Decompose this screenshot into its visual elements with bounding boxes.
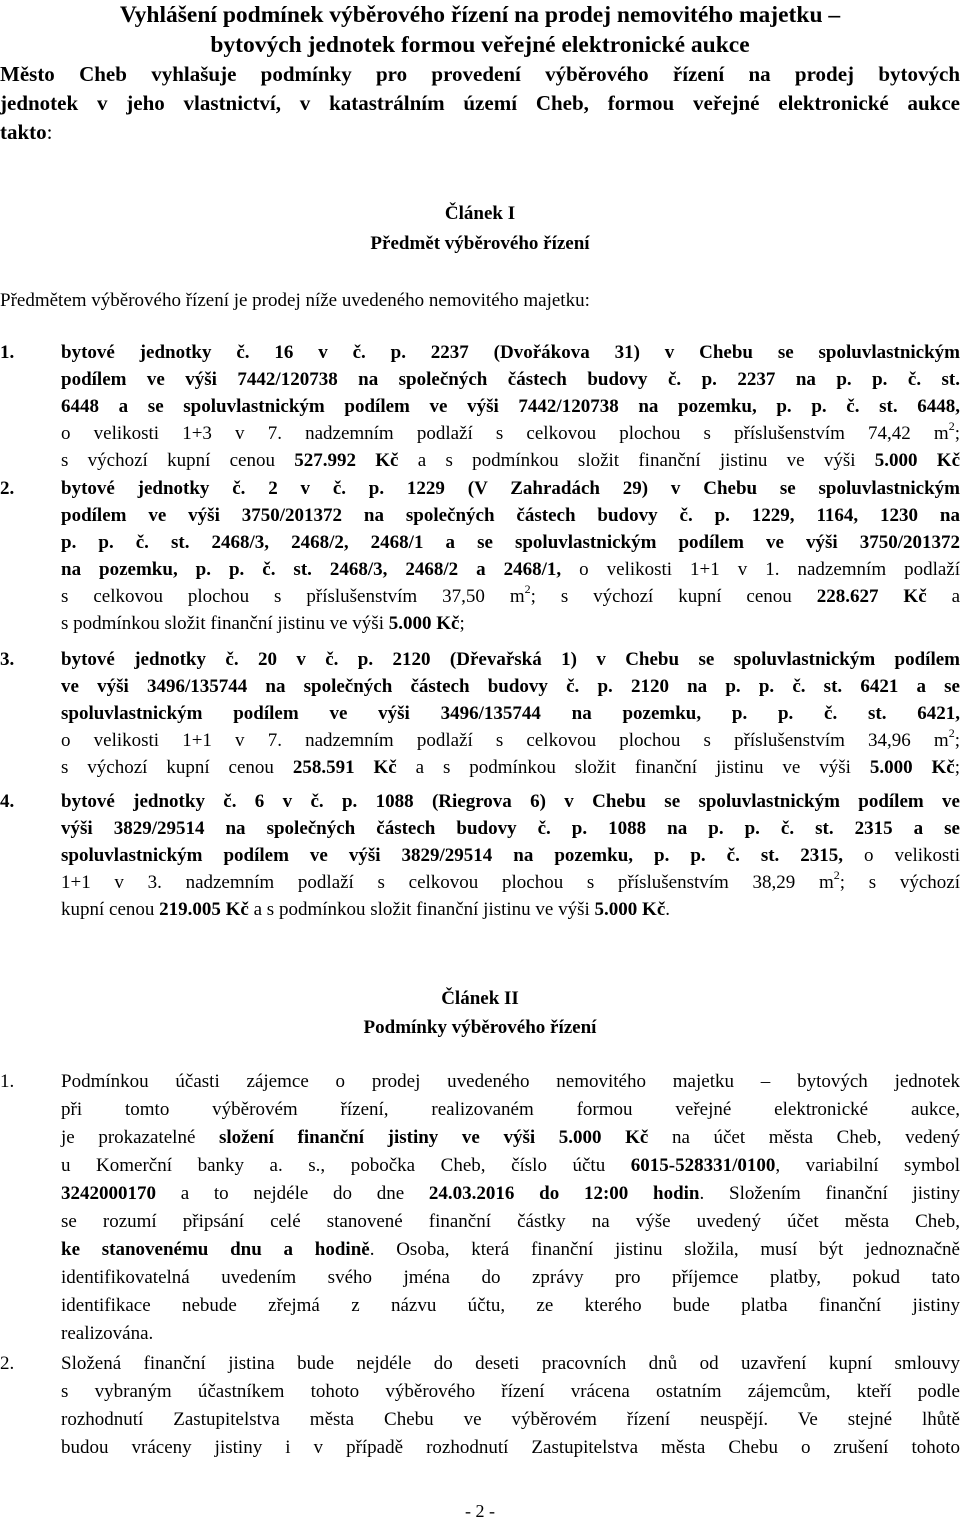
list-item-line: kupní cenou 219.005 Kč a s podmínkou složit finanční jistinu ve výši 5.000 Kč.: [61, 899, 671, 920]
list-item-number: 4.: [0, 791, 15, 812]
list-item-line: 1+1 v 3. nadzemním podlaží s celkovou plochou s příslušenstvím 38,29 $m^2$; s výchozí: [61, 868, 960, 893]
list-item-line: bytové jednotky č. 16 v č. p. 2237 (Dvořákova 31) v Chebu se spoluvlastnickým: [61, 342, 960, 363]
paragraph-line: při tomto výběrovém řízení, realizovaném formou veřejné elektronické aukce,: [61, 1099, 960, 1120]
list-item: [0, 646, 960, 781]
list-item-line: podílem ve výši 7442/120738 na společných částech budovy č. p. 2237 na p. p. č. st.: [61, 369, 960, 390]
page-number: - 2 -: [465, 1501, 495, 1521]
document-title-line-2: bytových jednotek formou veřejné elektronické aukce: [210, 32, 750, 58]
article-2-title: Podmínky výběrového řízení: [363, 1017, 597, 1038]
intro-line-1: Město Cheb vyhlašuje podmínky pro provedení výběrového řízení na prodej bytových: [0, 62, 960, 86]
list-item: [0, 339, 960, 474]
list-item-line: p. p. č. st. 2468/3, 2468/2, 2468/1 a se spoluvlastnickým podílem ve výši 3750/201372: [61, 532, 960, 553]
condition-number: 1.: [0, 1071, 15, 1092]
list-item-line: 6448 a se spoluvlastnickým podílem ve výši 7442/120738 na pozemku, p. p. č. st. 6448,: [61, 396, 960, 417]
list-item-number: 2.: [0, 478, 15, 499]
list-item-line: o velikosti 1+3 v 7. nadzemním podlaží s celkovou plochou s příslušenstvím 74,42 $m^2$;: [61, 419, 960, 444]
paragraph-line: u Komerční banky a. s., pobočka Cheb, číslo účtu 6015-528331/0100, variabilní symbol: [61, 1155, 960, 1176]
paragraph-line: ke stanovenému dnu a hodině. Osoba, která finanční jistinu složila, musí být jednoznačně: [61, 1239, 960, 1260]
intro-line-3: takto:: [0, 120, 53, 144]
list-item-line: výši 3829/29514 na společných částech budovy č. p. 1088 na p. p. č. st. 2315 a se: [61, 818, 960, 839]
condition-paragraph: [0, 1068, 960, 1348]
paragraph-line: identifikace nebude zřejmá z názvu účtu, ze kterého bude platba finanční jistiny: [61, 1295, 960, 1316]
list-item-line: s podmínkou složit finanční jistinu ve výši 5.000 Kč;: [61, 613, 465, 634]
list-item-line: o velikosti 1+1 v 7. nadzemním podlaží s celkovou plochou s příslušenstvím 34,96 $m^2$;: [61, 726, 960, 751]
paragraph-line: Podmínkou účasti zájemce o prodej uvedeného nemovitého majetku – bytových jednotek: [61, 1071, 960, 1092]
list-item-number: 1.: [0, 342, 15, 363]
list-item-line: s výchozí kupní cenou 258.591 Kč a s podmínkou složit finanční jistinu ve výši 5.000 Kč;: [61, 757, 960, 778]
paragraph-line: identifikovatelná uvedením svého jména do zprávy pro příjemce platby, pokud tato: [61, 1267, 960, 1288]
paragraph-line: budou vráceny jistiny i v případě rozhodnutí Zastupitelstva města Chebu o zrušení tohoto: [61, 1437, 960, 1458]
article-1-lead: Předmětem výběrového řízení je prodej níže uvedeného nemovitého majetku:: [0, 290, 590, 311]
document-title-line-1: Vyhlášení podmínek výběrového řízení na prodej nemovitého majetku –: [119, 2, 841, 28]
list-item-line: spoluvlastnickým podílem ve výši 3496/135744 na pozemku, p. p. č. st. 6421,: [61, 703, 960, 724]
paragraph-line: 3242000170 a to nejdéle do dne 24.03.2016 do 12:00 hodin. Složením finanční jistiny: [61, 1183, 960, 1204]
list-item-line: bytové jednotky č. 20 v č. p. 2120 (Dřevařská 1) v Chebu se spoluvlastnickým podílem: [61, 649, 960, 670]
intro-line-2: jednotek v jeho vlastnictví, v katastrálním území Cheb, formou veřejné elektronické aukce: [0, 91, 960, 115]
list-item-line: s celkovou plochou s příslušenstvím 37,50 $m^2$; s výchozí kupní cenou 228.627 Kč a: [61, 582, 960, 607]
list-item-line: ve výši 3496/135744 na společných částech budovy č. p. 2120 na p. p. č. st. 6421 a se: [61, 676, 960, 697]
list-item-line: bytové jednotky č. 6 v č. p. 1088 (Riegrova 6) v Chebu se spoluvlastnickým podílem ve: [61, 791, 960, 812]
list-item-line: na pozemku, p. p. č. st. 2468/3, 2468/2 a 2468/1, o velikosti 1+1 v 1. nadzemním podlaží: [61, 559, 960, 580]
paragraph-line: realizována.: [61, 1323, 154, 1344]
paragraph-line: se rozumí připsání celé stanovené finanční částky na výše uvedený účet města Cheb,: [61, 1211, 960, 1232]
paragraph-line: s vybraným účastníkem tohoto výběrového řízení vrácena ostatním zájemcům, kteří podle: [61, 1381, 960, 1402]
paragraph-line: je prokazatelné složení finanční jistiny ve výši 5.000 Kč na účet města Cheb, vedený: [61, 1127, 960, 1148]
article-2-number: Článek II: [441, 988, 519, 1009]
list-item-number: 3.: [0, 649, 15, 670]
list-item-line: podílem ve výši 3750/201372 na společných částech budovy č. p. 1229, 1164, 1230 na: [61, 505, 960, 526]
condition-number: 2.: [0, 1353, 15, 1374]
intro-paragraph: [0, 60, 960, 147]
condition-paragraph: [0, 1350, 960, 1462]
article-1-number: Článek I: [444, 203, 516, 224]
paragraph-line: Složená finanční jistina bude nejdéle do deseti pracovních dnů od uzavření kupní smlouvy: [61, 1353, 960, 1374]
list-item-line: spoluvlastnickým podílem ve výši 3829/29514 na pozemku, p. p. č. st. 2315, o velikosti: [61, 845, 960, 866]
list-item-line: s výchozí kupní cenou 527.992 Kč a s podmínkou složit finanční jistinu ve výši 5.000 Kč: [61, 450, 960, 471]
paragraph-line: rozhodnutí Zastupitelstva města Chebu ve výběrovém řízení neuspějí. Ve stejné lhůtě: [61, 1409, 960, 1430]
list-item: [0, 475, 960, 637]
article-1-title: Předmět výběrového řízení: [370, 233, 590, 254]
list-item: [0, 788, 960, 923]
list-item-line: bytové jednotky č. 2 v č. p. 1229 (V Zahradách 29) v Chebu se spoluvlastnickým: [61, 478, 960, 499]
